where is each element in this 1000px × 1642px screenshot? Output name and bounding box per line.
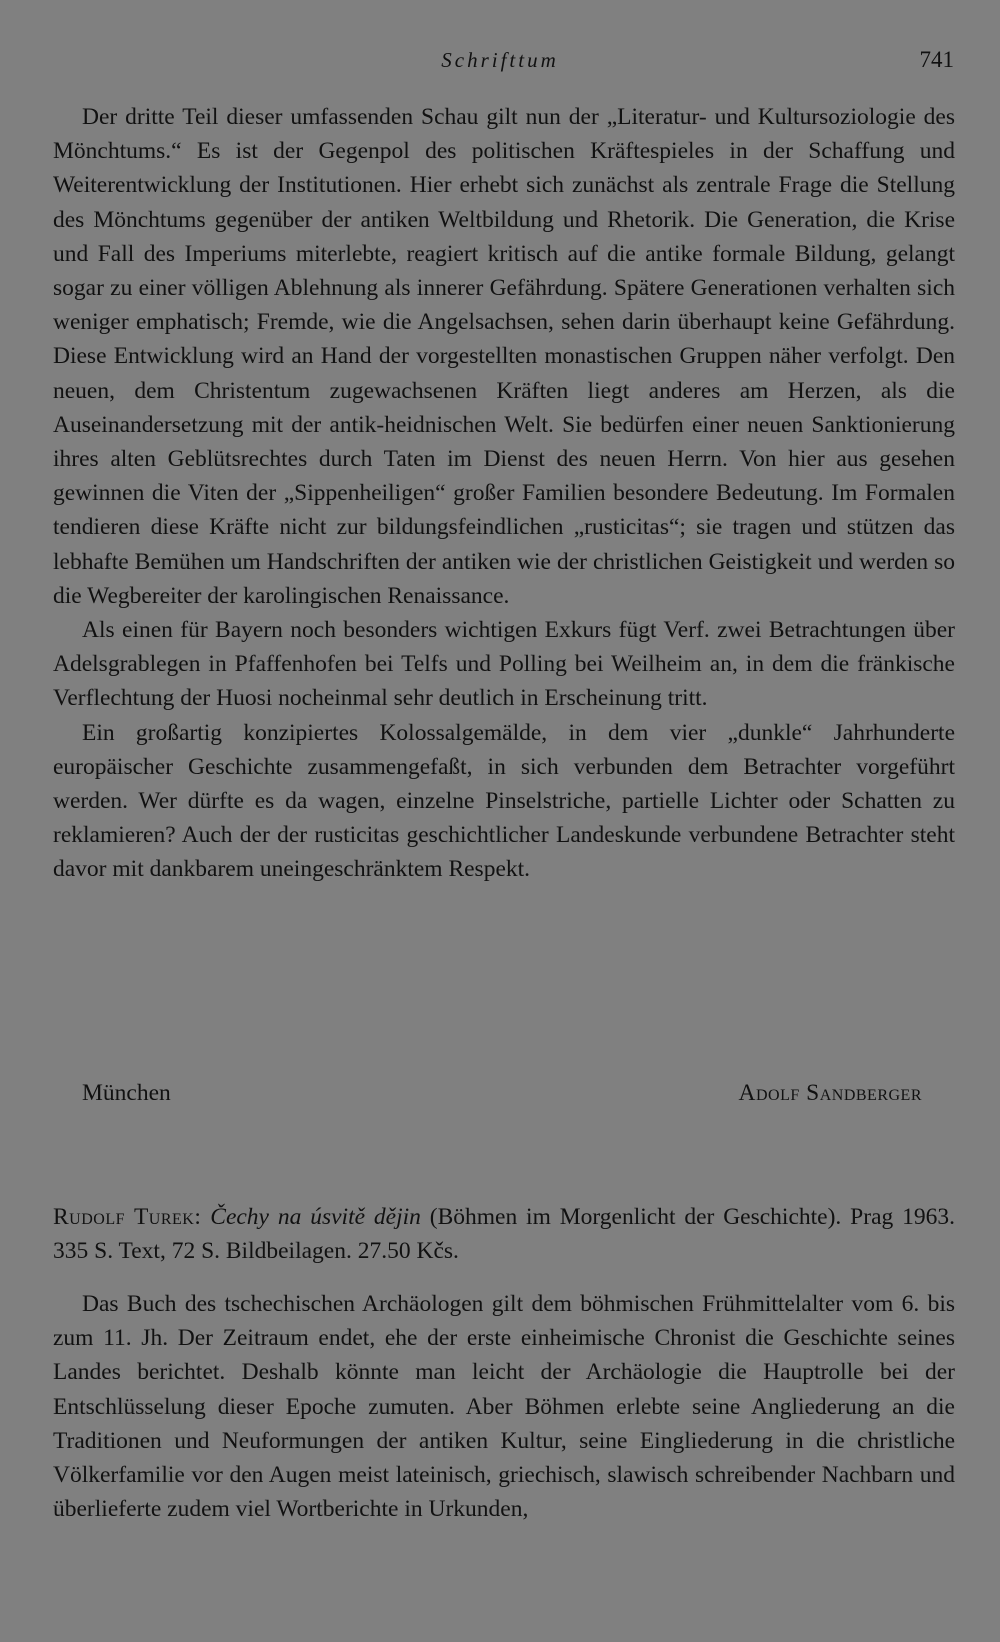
book-title: Čechy na úsvitě dějin [210,1204,421,1230]
paragraph-conclusion: Ein großartig konzipiertes Kolossalgemälde, in dem vier „dunkle“ Jahrhunderte europäischer Geschichte zusammengefaßt, in sich verbunden dem Betrachter vorgeführt werden. Wer dürfte es da wagen, einzelne Pinselstriche, partielle Lichter oder Schatten zu reklamieren? Auch der der rusticitas geschichtlicher Landeskunde verbundene Betrachter steht davor mit dankbarem uneingeschränktem Respekt. [53,719,955,883]
review-signature [82,1080,922,1116]
review-body [53,1287,955,1526]
paragraph-review-opening: Das Buch des tschechischen Archäologen gilt dem böhmischen Frühmittelalter vom 6. bis zum 11. Jh. Der Zeitraum endet, ehe der erste einheimische Chronist die Geschichte seines Landes berichtet. Deshalb könnte man leicht der Archäologie die Hauptrolle bei der Entschlüsselung dieser Epoche zumuten. Aber Böhmen erlebte seine Angliederung an die Traditionen und Neuformungen der antiken Kultur, seine Eingliederung in die christliche Völkerfamilie vor den Augen meist lateinisch, griechisch, slawisch schreibender Nachbarn und überlieferte zudem viel Wortberichte in Urkunden, [53,1291,955,1523]
review-body-continued [53,100,955,887]
book-author: Rudolf Turek: [53,1204,202,1230]
page-header [0,44,1000,78]
running-title: Schrifttum [441,48,559,72]
book-details: (Böhmen im Morgenlicht der Geschichte). Prag 1963. 335 S. Text, 72 S. Bildbeilagen. 27.50 Kčs. [53,1204,955,1264]
page-number: 741 [919,47,954,72]
signature-reviewer: Adolf Sandberger [738,1080,922,1106]
paragraph-literary-sociology: Der dritte Teil dieser umfassenden Schau gilt nun der „Literatur- und Kultursoziologie des Mönchtums.“ Es ist der Gegenpol des politischen Kräftespieles in der Schaffung und Weiterentwicklung der Institutionen. Hier erhebt sich zunächst als zentrale Frage die Stellung des Mönchtums gegenüber der antiken Weltbildung und Rhetorik. Die Generation, die Krise und Fall des Imperiums miterlebte, reagiert kritisch auf die antike formale Bildung, gelangt sogar zu einer völligen Ablehnung als innerer Gefährdung. Spätere Generationen verhalten sich weniger emphatisch; Fremde, wie die Angelsachsen, sehen darin überhaupt keine Gefährdung. Diese Entwicklung wird an Hand der vorgestellten monastischen Gruppen näher verfolgt. Den neuen, dem Christentum zugewachsenen Kräften liegt anderes am Herzen, als die Auseinandersetzung mit der antik-heidnischen Welt. Sie bedürfen einer neuen Sanktionierung ihres alten Geblütsrechtes durch Taten im Dienst des neuen Herrn. Von hier aus gesehen gewinnen die Viten der „Sippenheiligen“ großer Familien besondere Bedeutung. Im Formalen tendieren diese Kräfte nicht zur bildungsfeindlichen „rusticitas“; sie tragen und stützen das lebhafte Bemühen um Handschriften der antiken wie der christlichen Geistigkeit und werden so die Wegbereiter der karolingischen Renaissance. [53,104,955,609]
signature-city: München [82,1080,171,1106]
paragraph-excursus: Als einen für Bayern noch besonders wichtigen Exkurs fügt Verf. zwei Betrachtungen über Adelsgrablegen in Pfaffenhofen bei Telfs und Polling bei Weilheim an, in dem die fränkische Verflechtung der Huosi nocheinmal sehr deutlich in Erscheinung tritt. [53,617,955,712]
review-citation [53,1200,955,1268]
